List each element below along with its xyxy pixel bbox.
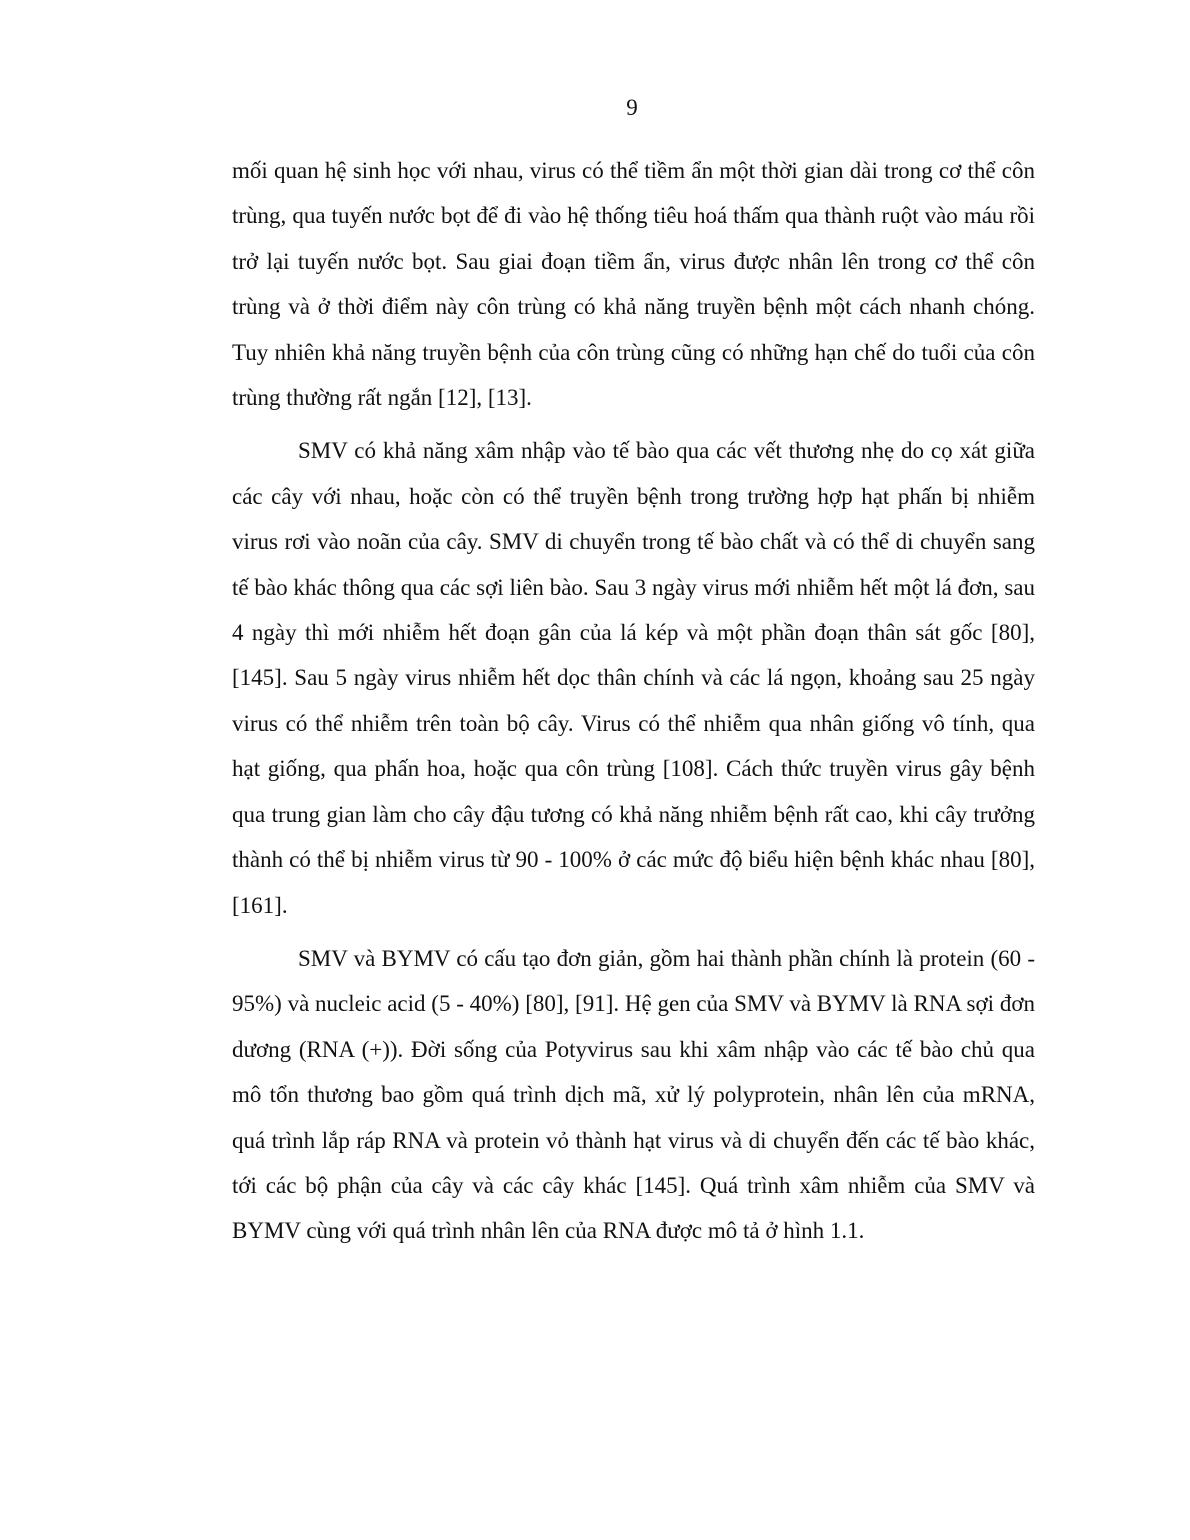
body-text <box>232 148 1035 1254</box>
page-number: 9 <box>626 95 638 120</box>
paragraph-insect-transmission: mối quan hệ sinh học với nhau, virus có thể tiềm ẩn một thời gian dài trong cơ thể côn trùng, qua tuyến nước bọt để đi vào hệ thống tiêu hoá thấm qua thành ruột vào máu rồi trở lại tuyến nước bọt. Sau giai đoạn tiềm ẩn, virus được nhân lên trong cơ thể côn trùng và ở thời điểm này côn trùng có khả năng truyền bệnh một cách nhanh chóng. Tuy nhiên khả năng truyền bệnh của côn trùng cũng có những hạn chế do tuổi của côn trùng thường rất ngắn [12], [13]. <box>232 158 1035 411</box>
paragraph-virus-structure: SMV và BYMV có cấu tạo đơn giản, gồm hai thành phần chính là protein (60 - 95%) và nucleic acid (5 - 40%) [80], [91]. Hệ gen của SMV và BYMV là RNA sợi đơn dương (RNA (+)). Đời sống của Potyvirus sau khi xâm nhập vào các tế bào chủ qua mô tổn thương bao gồm quá trình dịch mã, xử lý polyprotein, nhân lên của mRNA, quá trình lắp ráp RNA và protein vỏ thành hạt virus và di chuyển đến các tế bào khác, tới các bộ phận của cây và các cây khác [145]. Quá trình xâm nhiễm của SMV và BYMV cùng với quá trình nhân lên của RNA được mô tả ở hình 1.1. <box>232 945 1035 1244</box>
paragraph-smv-infection: SMV có khả năng xâm nhập vào tế bào qua các vết thương nhẹ do cọ xát giữa các cây với nhau, hoặc còn có thể truyền bệnh trong trường hợp hạt phấn bị nhiễm virus rơi vào noãn của cây. SMV di chuyển trong tế bào chất và có thể di chuyển sang tế bào khác thông qua các sợi liên bào. Sau 3 ngày virus mới nhiễm hết một lá đơn, sau 4 ngày thì mới nhiễm hết đoạn gân của lá kép và một phần đoạn thân sát gốc [80], [145]. Sau 5 ngày virus nhiễm hết dọc thân chính và các lá ngọn, khoảng sau 25 ngày virus có thể nhiễm trên toàn bộ cây. Virus có thể nhiễm qua nhân giống vô tính, qua hạt giống, qua phấn hoa, hoặc qua côn trùng [108]. Cách thức truyền virus gây bệnh qua trung gian làm cho cây đậu tương có khả năng nhiễm bệnh rất cao, khi cây trưởng thành có thể bị nhiễm virus từ 90 - 100% ở các mức độ biểu hiện bệnh khác nhau [80], [161]. <box>232 438 1035 918</box>
